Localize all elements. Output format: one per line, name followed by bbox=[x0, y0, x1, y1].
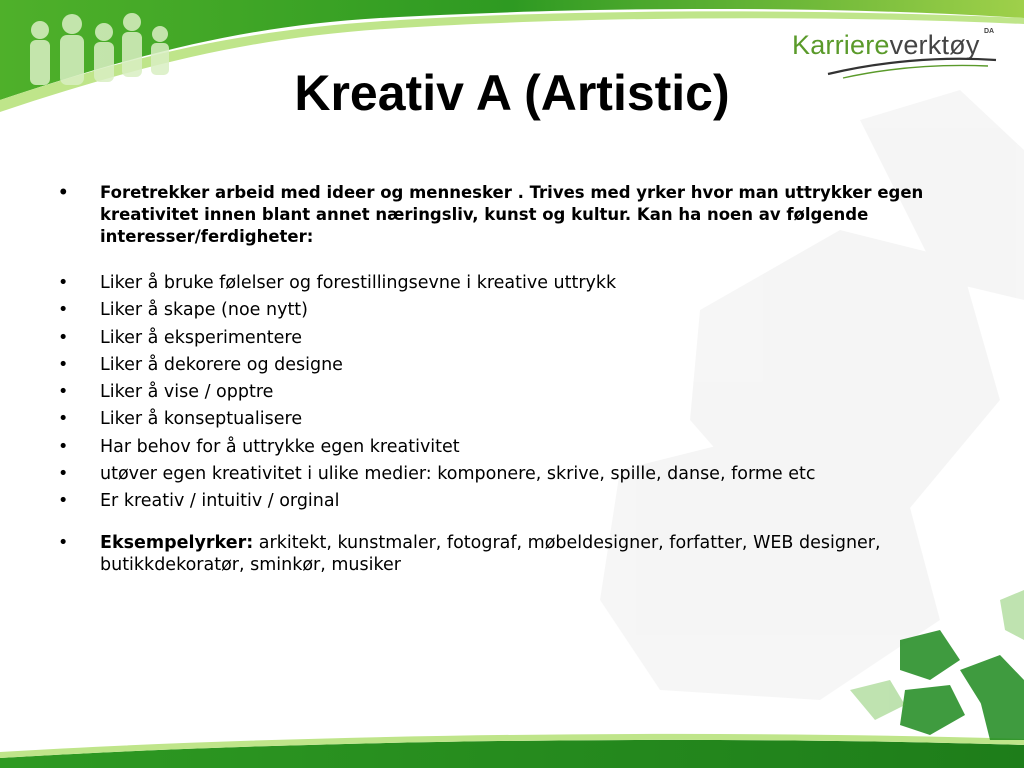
logo-text-verktoy: verktøy bbox=[889, 30, 980, 60]
list-item-text: Liker å vise / opptre bbox=[100, 382, 274, 403]
interest-list bbox=[58, 272, 948, 512]
list-item bbox=[58, 381, 948, 403]
bullet-icon: • bbox=[58, 354, 69, 375]
bullet-icon: • bbox=[58, 382, 69, 403]
examples-text: arkitekt, kunstmaler, fotograf, møbeldesigner, forfatter, WEB designer, butikkdekoratør, sminkør, musiker bbox=[100, 533, 881, 576]
list-item bbox=[58, 436, 948, 458]
bullet-icon: • bbox=[58, 491, 69, 512]
bullet-icon: • bbox=[58, 436, 69, 457]
list-item bbox=[58, 272, 948, 294]
logo-text-karriere: Karriere bbox=[792, 30, 890, 60]
list-item-text: Liker å skape (noe nytt) bbox=[100, 300, 308, 321]
bullet-icon: • bbox=[58, 464, 69, 485]
list-item-text: Liker å eksperimentere bbox=[100, 327, 302, 348]
examples-label: Eksempelyrker: bbox=[100, 533, 254, 554]
bullet-icon: • bbox=[58, 409, 69, 430]
intro-paragraph bbox=[58, 182, 948, 248]
list-item-text: Liker å bruke følelser og forestillingsevne i kreative uttrykk bbox=[100, 273, 617, 293]
examples-paragraph bbox=[58, 532, 948, 576]
list-item-text: utøver egen kreativitet i ulike medier: komponere, skrive, spille, danse, forme etc bbox=[100, 464, 816, 485]
bullet-icon: • bbox=[58, 183, 69, 202]
list-item-text: Liker å konseptualisere bbox=[100, 409, 303, 430]
list-item bbox=[58, 327, 948, 349]
list-item bbox=[58, 408, 948, 430]
bullet-icon: • bbox=[58, 327, 69, 348]
list-item-text: Har behov for å uttrykke egen kreativitet bbox=[100, 436, 460, 457]
slide-body bbox=[58, 182, 948, 576]
list-item bbox=[58, 354, 948, 376]
list-item-text: Er kreativ / intuitiv / orginal bbox=[100, 491, 340, 512]
slide-title: Kreativ A (Artistic) bbox=[294, 65, 730, 121]
intro-text: Foretrekker arbeid med ideer og mennesker . Trives med yrker hvor man uttrykker egen kreativitet innen blant annet næringsliv, kunst og kultur. Kan ha noen av følgende interesser/ferdigheter: bbox=[100, 183, 924, 246]
list-item-text: Liker å dekorere og designe bbox=[100, 354, 343, 375]
list-item bbox=[58, 463, 948, 485]
logo-suffix: DA bbox=[984, 28, 995, 35]
list-item bbox=[58, 490, 948, 512]
list-item bbox=[58, 299, 948, 321]
footer-pattern-icon bbox=[900, 630, 1024, 740]
bullet-icon: • bbox=[58, 533, 69, 554]
bullet-icon: • bbox=[58, 300, 69, 321]
bullet-icon: • bbox=[58, 273, 69, 293]
